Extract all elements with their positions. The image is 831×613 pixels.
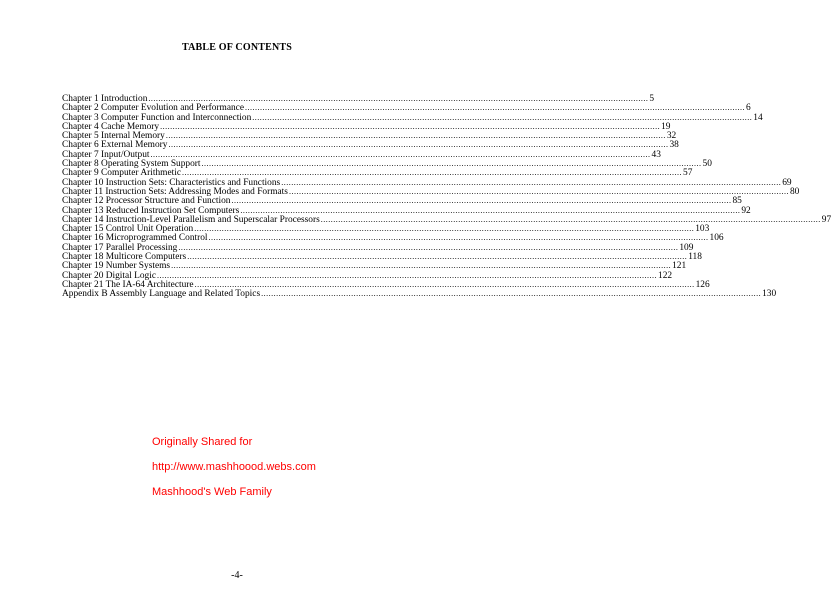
toc-entry-label: Chapter 8 Operating System Support (62, 159, 201, 170)
toc-entry-label: Chapter 1 Introduction (62, 94, 148, 104)
toc-dot-leader: ........................................................................................................................................................................................................ (231, 196, 732, 206)
toc-entry-page: 130 (762, 289, 777, 300)
toc-entry-page: 38 (669, 140, 679, 151)
toc-entry (62, 205, 751, 216)
toc-dot-leader: ........................................................................................................................................................................................................ (208, 233, 709, 243)
toc-entry-label: Chapter 17 Parallel Processing (62, 242, 178, 253)
toc-entry-label: Chapter 11 Instruction Sets: Addressing Modes and Formats (62, 186, 288, 197)
toc-dot-leader: ........................................................................................................................................................................................................ (320, 214, 821, 224)
toc-entry-page: 109 (679, 242, 694, 253)
toc-entry-label: Chapter 6 External Memory (62, 140, 168, 151)
toc-entry-page: 14 (753, 112, 763, 123)
toc-entry (62, 159, 712, 170)
toc-entry-page: 6 (745, 103, 751, 114)
toc-entry (62, 149, 661, 160)
toc-entry-page: 32 (666, 131, 677, 142)
toc-entry (62, 168, 693, 179)
toc-entry-label: Chapter 3 Computer Function and Interconnection (62, 112, 252, 123)
page-number: -4- (231, 570, 243, 581)
toc-dot-leader: ........................................................................................................................................................................................................ (148, 94, 649, 103)
toc-entry-page: 106 (709, 233, 724, 244)
page-title: TABLE OF CONTENTS (181, 42, 293, 53)
toc-entry-label: Chapter 2 Computer Evolution and Performance (62, 103, 244, 114)
toc-dot-leader: ........................................................................................................................................................................................................ (178, 242, 679, 252)
toc-entry-page: 57 (683, 168, 693, 179)
toc-entry (62, 224, 710, 235)
toc-dot-leader: ........................................................................................................................................................................................................ (194, 279, 695, 289)
toc-entry-page: 43 (651, 149, 661, 160)
toc-entry-page: 5 (649, 94, 655, 104)
toc-entry (62, 140, 679, 151)
toc-entry-page: 69 (782, 177, 792, 188)
toc-dot-leader: ........................................................................................................................................................................................................ (194, 224, 695, 234)
toc-entry-label: Chapter 16 Microprogrammed Control (62, 233, 208, 244)
toc-dot-leader: ........................................................................................................................................................................................................ (187, 252, 688, 262)
toc-entry (62, 270, 673, 281)
toc-entry (62, 279, 710, 290)
toc-entry (62, 252, 702, 263)
toc-entry-label: Chapter 4 Cache Memory (62, 121, 160, 132)
toc-entry-label: Chapter 18 Multicore Computers (62, 252, 187, 263)
toc-entry (62, 186, 800, 197)
toc-dot-leader: ........................................................................................................................................................................................................ (201, 159, 702, 169)
toc-entry-label: Chapter 19 Number Systems (62, 261, 171, 272)
toc-entry-label: Appendix B Assembly Language and Related Topics (62, 289, 261, 300)
toc-entry-label: Chapter 14 Instruction-Level Parallelism and Superscalar Processors (62, 214, 320, 225)
toc-entry-page: 122 (658, 270, 673, 281)
toc-entry-label: Chapter 5 Internal Memory (62, 131, 165, 142)
toc-entry-label: Chapter 12 Processor Structure and Function (62, 196, 231, 207)
toc-entry-page: 118 (688, 252, 702, 263)
toc-dot-leader: ........................................................................................................................................................................................................ (252, 112, 753, 122)
toc-dot-leader: ........................................................................................................................................................................................................ (165, 131, 666, 141)
toc-entry (62, 177, 792, 188)
toc-entry (62, 261, 687, 272)
toc-entry (62, 214, 831, 225)
toc-dot-leader: ........................................................................................................................................................................................................ (150, 149, 651, 159)
toc-entry-page: 97 (821, 214, 831, 225)
toc-dot-leader: ........................................................................................................................................................................................................ (160, 121, 661, 131)
toc-entry (62, 242, 694, 253)
toc-entry-label: Chapter 21 The IA-64 Architecture (62, 279, 194, 290)
share-note-line-3: Mashhood's Web Family (152, 486, 272, 498)
toc-dot-leader: ........................................................................................................................................................................................................ (281, 177, 782, 187)
toc-entry-label: Chapter 9 Computer Arithmetic (62, 168, 181, 179)
toc-dot-leader: ........................................................................................................................................................................................................ (168, 140, 669, 150)
toc-entry-page: 126 (695, 279, 710, 290)
toc-dot-leader: ........................................................................................................................................................................................................ (171, 261, 672, 271)
toc-entry (62, 233, 724, 244)
toc-entry-label: Chapter 15 Control Unit Operation (62, 224, 194, 235)
toc-entry (62, 121, 671, 132)
share-note-line-1: Originally Shared for (152, 436, 253, 448)
toc-entry (62, 103, 751, 114)
toc-entry-page: 50 (702, 159, 712, 170)
toc-entry (62, 94, 655, 104)
toc-entry-page: 85 (732, 196, 742, 207)
toc-entry-label: Chapter 7 Input/Output (62, 149, 150, 160)
toc-dot-leader: ........................................................................................................................................................................................................ (157, 270, 657, 280)
toc-dot-leader: ........................................................................................................................................................................................................ (288, 186, 789, 196)
toc-entry (62, 289, 777, 300)
toc-entry-page: 92 (741, 205, 751, 216)
toc-dot-leader: ........................................................................................................................................................................................................ (240, 205, 741, 215)
table-of-contents (62, 94, 831, 300)
toc-entry-page: 121 (672, 261, 687, 272)
toc-entry-page: 19 (661, 121, 671, 132)
share-note-url: http://www.mashhoood.webs.com (152, 461, 316, 473)
toc-dot-leader: ........................................................................................................................................................................................................ (182, 168, 682, 178)
toc-entry (62, 112, 763, 123)
toc-entry-label: Chapter 20 Digital Logic (62, 270, 156, 281)
toc-dot-leader: ........................................................................................................................................................................................................ (244, 103, 745, 113)
toc-entry (62, 131, 677, 142)
toc-entry-page: 80 (789, 186, 800, 197)
toc-entry-label: Chapter 10 Instruction Sets: Characteristics and Functions (62, 177, 281, 188)
toc-entry-label: Chapter 13 Reduced Instruction Set Computers (62, 205, 240, 216)
toc-dot-leader: ........................................................................................................................................................................................................ (261, 289, 762, 299)
toc-entry (62, 196, 742, 207)
toc-entry-page: 103 (695, 224, 710, 235)
